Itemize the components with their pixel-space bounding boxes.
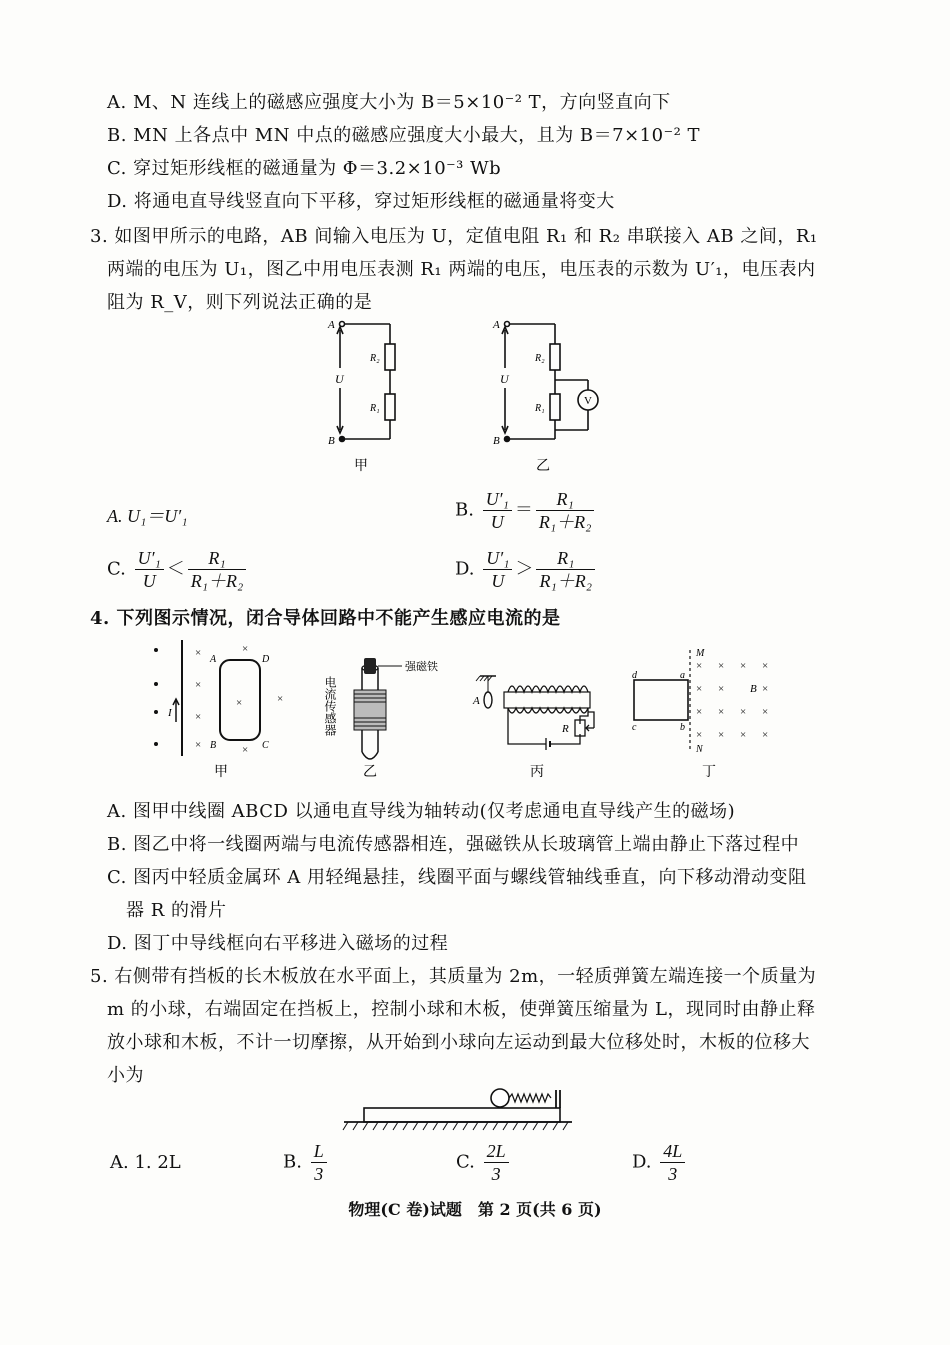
- circuit-jia: [337, 322, 395, 442]
- jia-a-label: A: [210, 654, 217, 665]
- svg-text:×: ×: [696, 660, 703, 672]
- q3-b-relation: ＝: [514, 499, 533, 521]
- q5-d-num: 4L: [660, 1140, 685, 1163]
- svg-text:×: ×: [195, 711, 202, 723]
- q5-b-den: 3: [314, 1164, 324, 1184]
- q5-stem-line4: 小为: [107, 1065, 144, 1086]
- svg-text:×: ×: [740, 729, 747, 741]
- jia-caption: 甲: [354, 459, 368, 474]
- svg-text:×: ×: [718, 683, 725, 695]
- q4-option-d: D. 图丁中导线框向右平移进入磁场的过程: [107, 933, 449, 954]
- q5-option-b: [283, 1140, 330, 1185]
- jia-caption: 甲: [214, 765, 228, 780]
- q5-stem-line2: m 的小球，右端固定在挡板上，控制小球和木板，使弹簧压缩量为 L，现同时由静止释: [107, 999, 816, 1020]
- q3-option-c-prefix: C.: [107, 558, 126, 580]
- q5-option-a: [110, 1152, 181, 1173]
- q3-option-a-text: A. U₁＝U′₁: [107, 506, 188, 526]
- q3-d-rhs-den: R₁＋R₂: [539, 571, 592, 591]
- q3-d-rhs-num: R₁: [536, 547, 595, 570]
- jia-label-b: B: [328, 435, 335, 447]
- q4-option-a: A. 图甲中线圈 ABCD 以通电直导线为轴转动(仅考虑通电直导线产生的磁场): [107, 801, 736, 822]
- q5-b-num: L: [311, 1140, 327, 1163]
- jia-label-u: U: [335, 372, 344, 386]
- q3-b-rhs-den: R₁＋R₂: [538, 512, 592, 532]
- ding-n-label: N: [696, 744, 703, 755]
- q3-b-lhs-num: U′₁: [483, 488, 512, 511]
- ding-m-label: M: [696, 648, 705, 659]
- q3-b-lhs-den: U: [490, 512, 504, 532]
- yi-magnet-label: 强磁铁: [405, 661, 438, 673]
- q4-figures: [140, 636, 790, 786]
- svg-text:×: ×: [195, 647, 202, 659]
- jia-c-label: C: [262, 740, 269, 751]
- yi-sensor-label: 电流传感器: [323, 676, 337, 736]
- q3-option-c: [107, 547, 249, 592]
- svg-text:×: ×: [242, 744, 249, 756]
- q3-c-lhs-den: U: [142, 571, 156, 591]
- q5-option-b-prefix: B.: [283, 1151, 302, 1173]
- ding-a-label: a: [680, 670, 685, 681]
- svg-text:×: ×: [718, 660, 725, 672]
- q3-d-lhs-den: U: [491, 571, 505, 591]
- q3-option-d: [455, 547, 598, 592]
- page-footer: 物理(C 卷)试题 第 2 页(共 6 页): [348, 1200, 602, 1219]
- svg-text:×: ×: [762, 729, 769, 741]
- q5-stem-line3: 放小球和木板，不计一切摩擦，从开始到小球向左运动到最大位移处时，木板的位移大: [107, 1032, 810, 1053]
- jia-b-label: B: [210, 740, 217, 751]
- q4-option-c-line2: 器 R 的滑片: [126, 900, 227, 921]
- jia-i-label: I: [168, 707, 172, 719]
- jia-d-label: D: [262, 654, 270, 665]
- q3-b-rhs-num: R₁: [536, 488, 595, 511]
- fig-yi-glass-tube: [354, 658, 402, 759]
- q4-option-b: B. 图乙中将一线圈两端与电流传感器相连，强磁铁从长玻璃管上端由静止下落过程中: [107, 834, 800, 855]
- svg-text:×: ×: [762, 706, 769, 718]
- q5-d-den: 3: [668, 1164, 678, 1184]
- svg-text:×: ×: [236, 697, 243, 709]
- yi-label-a: A: [493, 319, 500, 331]
- ding-d-label: d: [632, 670, 637, 681]
- svg-text:×: ×: [195, 739, 202, 751]
- q3-d-lhs-num: U′₁: [483, 547, 512, 570]
- q3-option-d-prefix: D.: [455, 558, 475, 580]
- q5-option-d: [632, 1140, 688, 1185]
- ding-caption: 丁: [702, 765, 716, 780]
- q3-stem-line3: 阻为 R_V，则下列说法正确的是: [107, 292, 373, 313]
- q3-stem-line1: 3. 如图甲所示的电路，AB 间输入电压为 U，定值电阻 R₁ 和 R₂ 串联接入 AB 之间，R₁: [90, 226, 818, 247]
- fig-ding-magnetic-field: [634, 650, 768, 750]
- svg-text:×: ×: [277, 693, 284, 705]
- q3-stem-line2: 两端的电压为 U₁，图乙中用电压表测 R₁ 两端的电压，电压表的示数为 U′₁，电压表内: [107, 259, 816, 280]
- yi-label-b: B: [493, 435, 500, 447]
- yi-caption: 乙: [536, 459, 550, 474]
- svg-text:×: ×: [242, 643, 249, 655]
- jia-label-r1: R₁: [370, 403, 380, 414]
- q4-option-c-line1: C. 图丙中轻质金属环 A 用轻绳悬挂，线圈平面与螺线管轴线垂直，向下移动滑动变阻: [107, 867, 807, 888]
- q3-option-b-prefix: B.: [455, 499, 474, 521]
- svg-text:×: ×: [195, 679, 202, 691]
- q2-option-a: A. M、N 连线上的磁感应强度大小为 B＝5×10⁻² T，方向竖直向下: [107, 92, 671, 113]
- q3-c-rhs-num: R₁: [188, 547, 247, 570]
- q2-option-c: C. 穿过矩形线框的磁通量为 Φ＝3.2×10⁻³ Wb: [107, 158, 502, 179]
- svg-text:×: ×: [762, 660, 769, 672]
- svg-text:×: ×: [762, 683, 769, 695]
- q5-option-c-prefix: C.: [456, 1151, 475, 1173]
- q5-c-num: 2L: [484, 1140, 509, 1163]
- q3-c-lhs-num: U′₁: [135, 547, 164, 570]
- svg-text:×: ×: [696, 683, 703, 695]
- yi-voltmeter-label: V: [584, 395, 592, 407]
- svg-text:×: ×: [718, 706, 725, 718]
- bing-caption: 丙: [530, 765, 544, 780]
- q3-c-relation: ＜: [166, 558, 185, 580]
- svg-text:×: ×: [718, 729, 725, 741]
- fig-bing-solenoid: [476, 676, 594, 750]
- yi-label-r1: R₁: [535, 403, 545, 414]
- jia-label-r2: R₂: [370, 353, 380, 364]
- q5-board-spring-figure: [340, 1082, 580, 1138]
- q5-c-den: 3: [491, 1164, 501, 1184]
- svg-text:×: ×: [740, 706, 747, 718]
- svg-text:×: ×: [696, 706, 703, 718]
- circuit-yi: [502, 322, 598, 442]
- q5-option-c: [456, 1140, 512, 1185]
- yi-label-r2: R₂: [535, 353, 545, 364]
- svg-text:×: ×: [696, 729, 703, 741]
- q2-option-d: D. 将通电直导线竖直向下平移，穿过矩形线框的磁通量将变大: [107, 191, 615, 212]
- q3-c-rhs-den: R₁＋R₂: [190, 571, 244, 591]
- yi-caption: 乙: [363, 765, 377, 780]
- q3-circuit-figures: [310, 312, 630, 477]
- q2-option-b: B. MN 上各点中 MN 中点的磁感应强度大小最大，且为 B＝7×10⁻² T: [107, 125, 701, 146]
- q3-option-a: [107, 502, 187, 528]
- q5-option-d-prefix: D.: [632, 1151, 652, 1173]
- bing-r-label: R: [562, 723, 569, 735]
- yi-label-u: U: [500, 372, 509, 386]
- q5-stem-line1: 5. 右侧带有挡板的长木板放在水平面上，其质量为 2m，一轻质弹簧左端连接一个质量为: [90, 966, 817, 987]
- ding-b-label: b: [680, 722, 685, 733]
- svg-text:×: ×: [740, 660, 747, 672]
- ding-c-label: c: [632, 722, 637, 733]
- jia-label-a: A: [328, 319, 335, 331]
- q3-d-relation: ＞: [515, 558, 534, 580]
- q4-stem: 4. 下列图示情况，闭合导体回路中不能产生感应电流的是: [90, 608, 561, 629]
- ding-b-field-label: B: [750, 683, 757, 695]
- bing-a-label: A: [473, 695, 480, 707]
- q5-option-a-text: A. 1. 2L: [110, 1152, 181, 1173]
- q3-option-b: [455, 488, 597, 533]
